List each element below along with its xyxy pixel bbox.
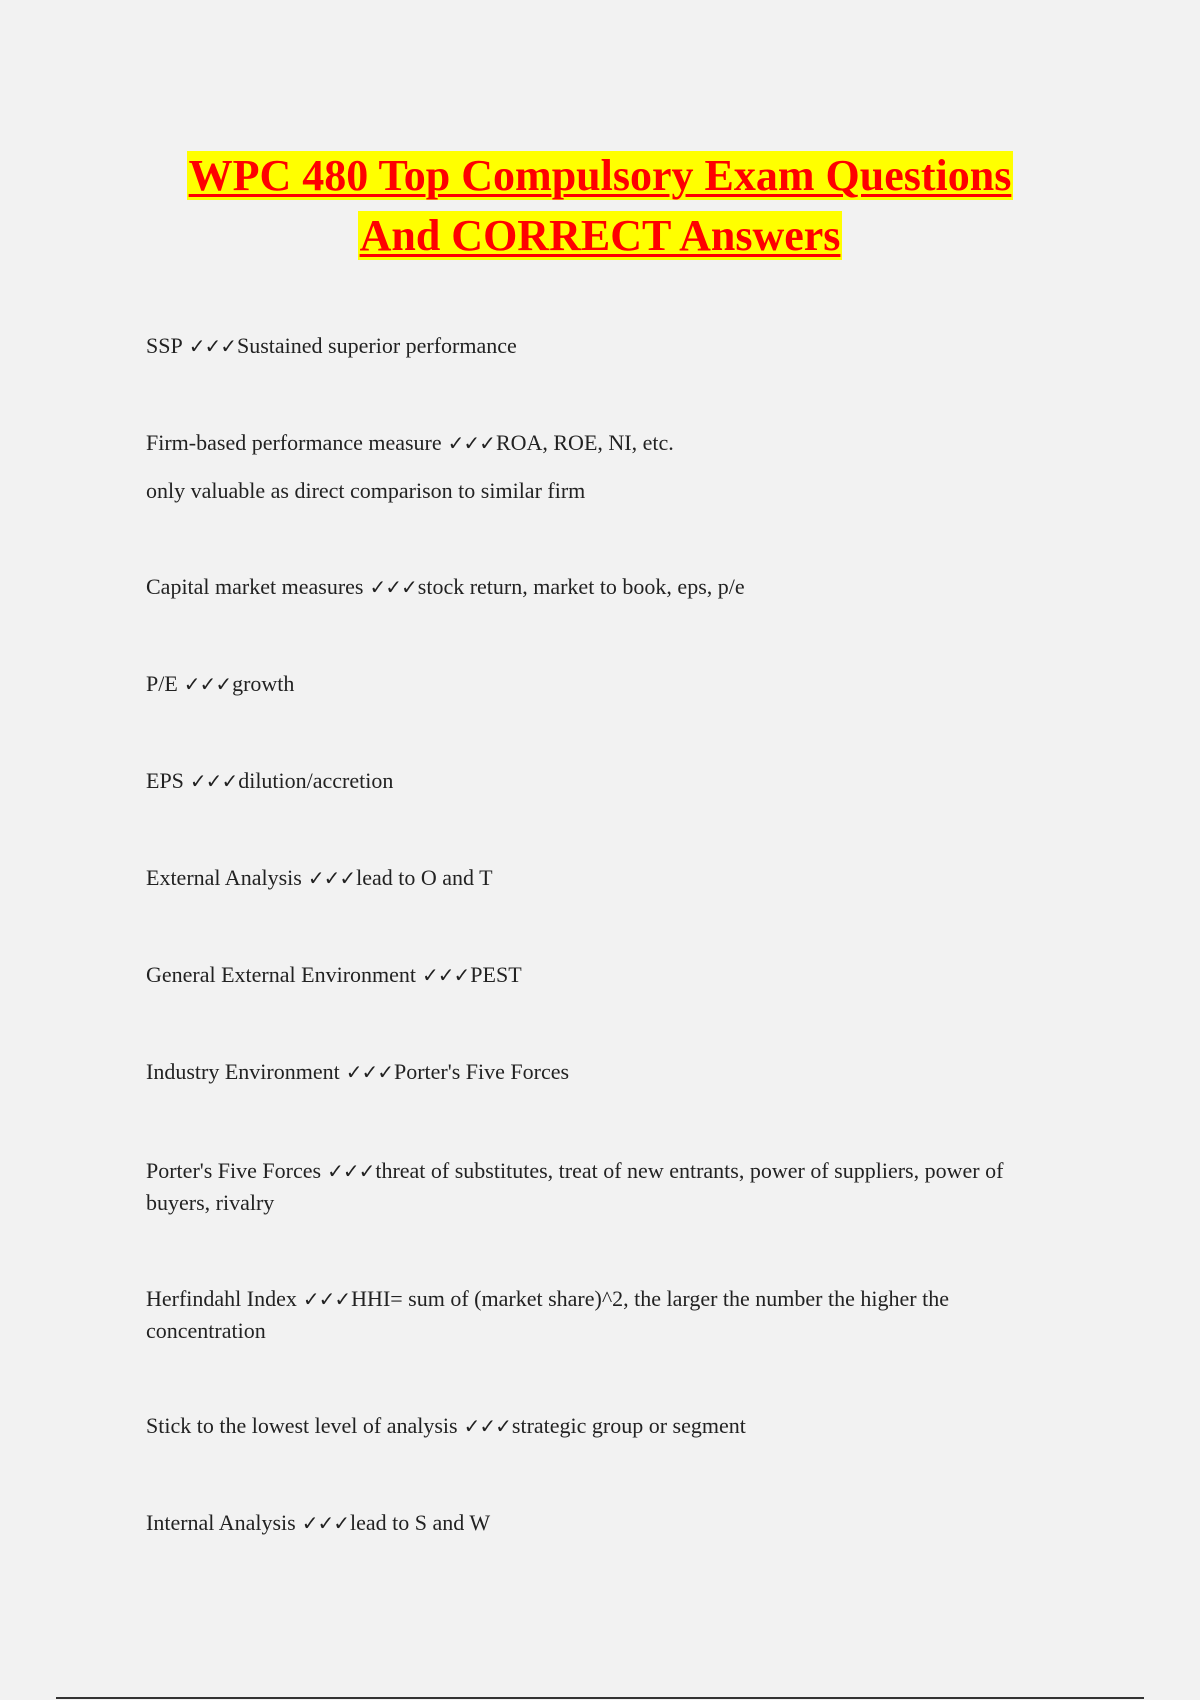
qa-answer: Porter's Five Forces [393,1059,570,1084]
checkmark-icon: ✓✓✓ [447,431,495,455]
qa-item [146,1507,1046,1539]
checkmark-icon: ✓✓✓ [369,575,417,599]
qa-answer: ROA, ROE, NI, etc. [495,430,674,455]
document-title [100,146,1100,266]
qa-answer: strategic group or segment [511,1413,746,1438]
qa-term: SSP [146,333,183,358]
checkmark-icon: ✓✓✓ [189,769,238,793]
qa-term: Capital market measures [146,574,364,599]
qa-answer: PEST [470,962,522,987]
qa-item [146,1410,1046,1442]
qa-answer: growth [232,671,295,696]
checkmark-icon: ✓✓✓ [327,1159,375,1183]
title-line-1: WPC 480 Top Compulsory Exam Questions [188,151,1012,200]
qa-term: General External Environment [146,962,417,987]
checkmark-icon: ✓✓✓ [188,334,236,358]
qa-item [146,668,1046,700]
qa-term: Industry Environment [146,1059,340,1084]
checkmark-icon: ✓✓✓ [307,866,356,890]
qa-item [146,571,1046,603]
qa-term: EPS [146,768,184,793]
qa-item [146,959,1046,991]
qa-item [146,1283,1046,1346]
checkmark-icon: ✓✓✓ [302,1287,351,1311]
checkmark-icon: ✓✓✓ [345,1060,393,1084]
checkmark-icon: ✓✓✓ [183,672,232,696]
qa-answer: lead to O and T [356,865,493,890]
checkmark-icon: ✓✓✓ [301,1511,349,1535]
qa-item [146,427,1046,506]
qa-item [146,1056,1046,1088]
qa-note: only valuable as direct comparison to similar firm [146,478,586,503]
qa-term: P/E [146,671,178,696]
qa-term: Internal Analysis [146,1510,296,1535]
qa-answer: HHI= sum of (market share)^2, the larger the number the higher the concentration [146,1286,949,1343]
qa-term: Porter's Five Forces [146,1158,322,1183]
qa-answer: stock return, market to book, eps, p/e [417,574,745,599]
footer-divider [56,1697,1144,1699]
qa-answer: dilution/accretion [238,768,394,793]
title-line-2: And CORRECT Answers [359,211,841,260]
checkmark-icon: ✓✓✓ [463,1414,511,1438]
qa-item [146,1155,1046,1218]
qa-term: External Analysis [146,865,302,890]
checkmark-icon: ✓✓✓ [422,963,470,987]
qa-answer: lead to S and W [349,1510,491,1535]
qa-term: Firm-based performance measure [146,430,442,455]
qa-term: Stick to the lowest level of analysis [146,1413,458,1438]
qa-item [146,862,1046,894]
qa-term: Herfindahl Index [146,1286,297,1311]
qa-answer: Sustained superior performance [237,333,517,358]
qa-item [146,765,1046,797]
qa-answer: threat of substitutes, treat of new entrants, power of suppliers, power of buyers, rivalry [146,1158,1004,1215]
qa-item [146,330,1046,362]
